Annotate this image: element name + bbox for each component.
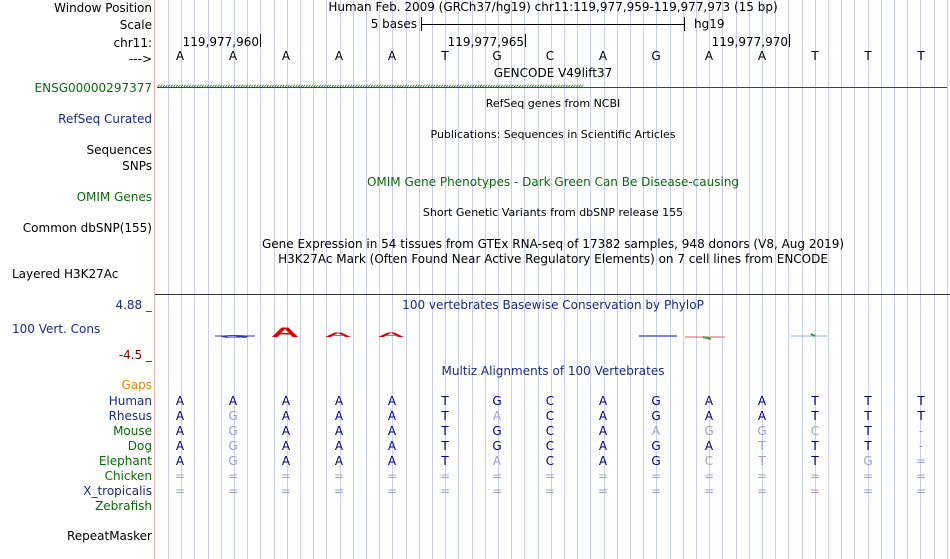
aligned-base: = — [597, 469, 609, 483]
aligned-base: C — [545, 424, 555, 438]
aligned-base: T — [811, 394, 819, 408]
aligned-base: A — [598, 454, 608, 468]
aligned-base: T — [441, 454, 449, 468]
conservation-base-glyph: A — [270, 324, 300, 341]
conservation-track-label[interactable]: 100 Vert. Cons — [12, 322, 101, 336]
aligned-base: T — [441, 409, 449, 423]
aligned-base: T — [758, 454, 766, 468]
aligned-base: G — [228, 439, 238, 453]
h3k27ac-track-title: H3K27Ac Mark (Often Found Near Active Regulatory Elements) on 7 cell lines from ENCODE — [278, 252, 828, 266]
aligned-base: G — [651, 454, 661, 468]
species-label[interactable]: X_tropicalis — [83, 484, 152, 498]
scale-length-text: 5 bases — [370, 17, 417, 31]
aligned-base: = — [227, 469, 239, 483]
aligned-base: G — [651, 409, 661, 423]
sequences-label[interactable]: Sequences — [86, 143, 152, 157]
gene-strand-arrows: ‹‹‹‹‹‹‹‹‹‹‹‹‹‹‹‹‹‹‹‹‹‹‹‹‹‹‹‹‹‹‹‹‹‹‹‹‹‹‹‹‹‹‹‹‹‹‹‹‹‹‹‹‹‹‹‹‹‹‹‹‹‹‹‹‹‹‹‹‹‹‹‹‹‹‹‹‹‹‹‹‹‹‹‹‹‹‹‹‹‹‹‹‹‹‹‹‹‹‹‹‹‹‹‹‹‹‹‹‹‹‹‹‹‹‹‹‹‹‹‹‹‹‹‹‹‹‹‹‹‹‹‹‹‹‹‹‹‹‹‹‹‹‹‹‹‹‹‹‹‹‹‹‹‹‹‹‹‹‹‹‹‹‹‹ — [157, 82, 584, 92]
reference-base: G — [492, 49, 502, 63]
aligned-base: = — [174, 469, 186, 483]
aligned-base: A — [704, 409, 714, 423]
aligned-base: A — [387, 409, 397, 423]
conservation-track-title: 100 vertebrates Basewise Conservation by PhyloP — [402, 298, 704, 312]
aligned-base: A — [175, 424, 185, 438]
aligned-base: A — [387, 454, 397, 468]
coordinate-tick — [525, 34, 526, 47]
aligned-base: C — [704, 454, 714, 468]
multiz-track-title: Multiz Alignments of 100 Vertebrates — [441, 364, 665, 378]
aligned-base: A — [651, 424, 661, 438]
aligned-base: A — [175, 409, 185, 423]
coordinate-label: 119,977,965 — [447, 35, 524, 49]
window-position-label: Window Position — [54, 1, 152, 15]
reference-base: T — [811, 49, 819, 63]
aligned-base: T — [811, 409, 819, 423]
aligned-base: A — [492, 409, 502, 423]
aligned-base: T — [441, 424, 449, 438]
aligned-base: T — [864, 409, 872, 423]
aligned-base: A — [704, 439, 714, 453]
aligned-base: G — [651, 394, 661, 408]
track-label-column — [0, 0, 154, 559]
aligned-base: = — [386, 484, 398, 498]
aligned-base: A — [334, 424, 344, 438]
aligned-base: A — [334, 454, 344, 468]
aligned-base: A — [387, 424, 397, 438]
aligned-base: C — [545, 454, 555, 468]
aligned-base: A — [598, 409, 608, 423]
gtex-track-title: Gene Expression in 54 tissues from GTEx RNA-seq of 17382 samples, 948 donors (V8, Aug 2019) — [261, 237, 845, 251]
coordinate-tick — [260, 34, 261, 47]
dbsnp-label[interactable]: Common dbSNP(155) — [22, 221, 152, 235]
aligned-base: = — [333, 469, 345, 483]
chromosome-label: chr11: — [113, 36, 152, 50]
conservation-base-glyph: A — [377, 331, 405, 339]
aligned-base: G — [757, 424, 767, 438]
conservation-base-glyph: A — [324, 331, 352, 339]
coordinate-label: 119,977,960 — [182, 35, 259, 49]
snps-label[interactable]: SNPs — [122, 159, 152, 173]
aligned-base: = — [703, 469, 715, 483]
repeatmasker-label[interactable]: RepeatMasker — [66, 529, 152, 543]
reference-base: A — [334, 49, 344, 63]
scale-bar — [421, 24, 685, 25]
aligned-base: = — [703, 484, 715, 498]
reference-base: T — [917, 49, 925, 63]
aligned-base: T — [917, 409, 925, 423]
aligned-base: A — [598, 439, 608, 453]
species-label[interactable]: Mouse — [113, 424, 152, 438]
aligned-base: C — [545, 394, 555, 408]
aligned-base: G — [492, 394, 502, 408]
species-label[interactable]: Human — [108, 394, 152, 408]
aligned-base: C — [545, 409, 555, 423]
refseq-track-title: RefSeq genes from NCBI — [485, 97, 621, 110]
aligned-base: G — [492, 424, 502, 438]
aligned-base: - — [918, 439, 924, 453]
aligned-base: A — [387, 439, 397, 453]
reference-base: T — [864, 49, 872, 63]
aligned-base: A — [281, 424, 291, 438]
omim-track-title: OMIM Gene Phenotypes - Dark Green Can Be Disease-causing — [366, 175, 740, 189]
conservation-base-glyph: G — [220, 334, 250, 339]
aligned-base: A — [334, 409, 344, 423]
aligned-base: = — [650, 484, 662, 498]
aligned-base: A — [175, 439, 185, 453]
aligned-base: G — [228, 424, 238, 438]
aligned-base: G — [651, 439, 661, 453]
aligned-base: = — [862, 484, 874, 498]
gencode-track-title: GENCODE V49lift37 — [493, 66, 613, 80]
aligned-base: = — [862, 469, 874, 483]
aligned-base: A — [598, 394, 608, 408]
scale-bar-right-cap — [684, 17, 685, 31]
gene-label[interactable]: ENSG00000297377 — [34, 81, 152, 95]
aligned-base: C — [545, 439, 555, 453]
dbsnp-track-title: Short Genetic Variants from dbSNP release 155 — [422, 206, 684, 219]
strand-arrow-label: ---> — [128, 52, 152, 66]
aligned-base: A — [281, 454, 291, 468]
aligned-base: T — [864, 439, 872, 453]
reference-base: C — [545, 49, 555, 63]
reference-base: A — [757, 49, 767, 63]
aligned-base: G — [863, 454, 873, 468]
assembly-name: hg19 — [694, 17, 725, 31]
reference-base: G — [651, 49, 661, 63]
aligned-base: T — [917, 394, 925, 408]
aligned-base: T — [811, 454, 819, 468]
aligned-base: A — [757, 394, 767, 408]
conservation-top-border — [155, 294, 950, 295]
scale-label: Scale — [119, 18, 152, 32]
aligned-base: = — [915, 454, 927, 468]
reference-base: A — [281, 49, 291, 63]
refseq-curated-label[interactable]: RefSeq Curated — [58, 112, 152, 126]
aligned-base: = — [544, 484, 556, 498]
aligned-base: T — [811, 439, 819, 453]
aligned-base: A — [704, 394, 714, 408]
reference-base: A — [704, 49, 714, 63]
aligned-base: = — [333, 484, 345, 498]
aligned-base: A — [175, 394, 185, 408]
aligned-base: A — [281, 409, 291, 423]
aligned-base: T — [864, 424, 872, 438]
reference-base: A — [598, 49, 608, 63]
species-label[interactable]: Elephant — [98, 454, 152, 468]
aligned-base: A — [757, 409, 767, 423]
aligned-base: G — [704, 424, 714, 438]
reference-base: A — [387, 49, 397, 63]
species-label[interactable]: Rhesus — [108, 409, 152, 423]
h3k27ac-label[interactable]: Layered H3K27Ac — [12, 267, 119, 281]
reference-base: A — [175, 49, 185, 63]
aligned-base: = — [756, 469, 768, 483]
aligned-base: = — [650, 469, 662, 483]
species-label[interactable]: Dog — [127, 439, 152, 453]
gaps-label: Gaps — [121, 378, 152, 392]
scale-bar-left-cap — [421, 17, 422, 31]
aligned-base: = — [227, 484, 239, 498]
aligned-base: T — [441, 394, 449, 408]
aligned-base: T — [758, 439, 766, 453]
aligned-base: = — [756, 484, 768, 498]
aligned-base: = — [915, 469, 927, 483]
aligned-base: C — [810, 424, 820, 438]
aligned-base: = — [280, 469, 292, 483]
aligned-base: = — [809, 469, 821, 483]
conservation-max-label: 4.88 _ — [115, 298, 152, 312]
conservation-logo-graph — [155, 318, 950, 344]
aligned-base: A — [281, 394, 291, 408]
aligned-base: = — [597, 484, 609, 498]
aligned-base: T — [441, 439, 449, 453]
aligned-base: = — [174, 484, 186, 498]
aligned-base: A — [492, 454, 502, 468]
track-area[interactable] — [155, 0, 950, 559]
aligned-base: = — [439, 484, 451, 498]
aligned-base: A — [334, 394, 344, 408]
aligned-base: A — [387, 394, 397, 408]
omim-genes-label[interactable]: OMIM Genes — [76, 190, 152, 204]
window-position-text: Human Feb. 2009 (GRCh37/hg19) chr11:119,977,959-119,977,973 (15 bp) — [328, 0, 778, 14]
aligned-base: = — [544, 469, 556, 483]
aligned-base: A — [334, 439, 344, 453]
aligned-base: A — [175, 454, 185, 468]
aligned-base: - — [918, 424, 924, 438]
reference-base: A — [228, 49, 238, 63]
aligned-base: = — [386, 469, 398, 483]
conservation-min-label: -4.5 _ — [118, 348, 152, 362]
aligned-base: = — [809, 484, 821, 498]
aligned-base: = — [439, 469, 451, 483]
coordinate-label: 119,977,970 — [711, 35, 788, 49]
aligned-base: A — [281, 439, 291, 453]
aligned-base: = — [280, 484, 292, 498]
species-label[interactable]: Chicken — [104, 469, 152, 483]
publications-track-title: Publications: Sequences in Scientific Articles — [430, 128, 676, 141]
aligned-base: T — [864, 394, 872, 408]
aligned-base: = — [491, 469, 503, 483]
aligned-base: G — [492, 439, 502, 453]
coordinate-tick — [789, 34, 790, 47]
reference-base: T — [441, 49, 449, 63]
aligned-base: G — [228, 454, 238, 468]
aligned-base: = — [915, 484, 927, 498]
species-label[interactable]: Zebrafish — [95, 499, 152, 513]
aligned-base: A — [598, 424, 608, 438]
aligned-base: = — [491, 484, 503, 498]
aligned-base: A — [228, 394, 238, 408]
aligned-base: G — [228, 409, 238, 423]
